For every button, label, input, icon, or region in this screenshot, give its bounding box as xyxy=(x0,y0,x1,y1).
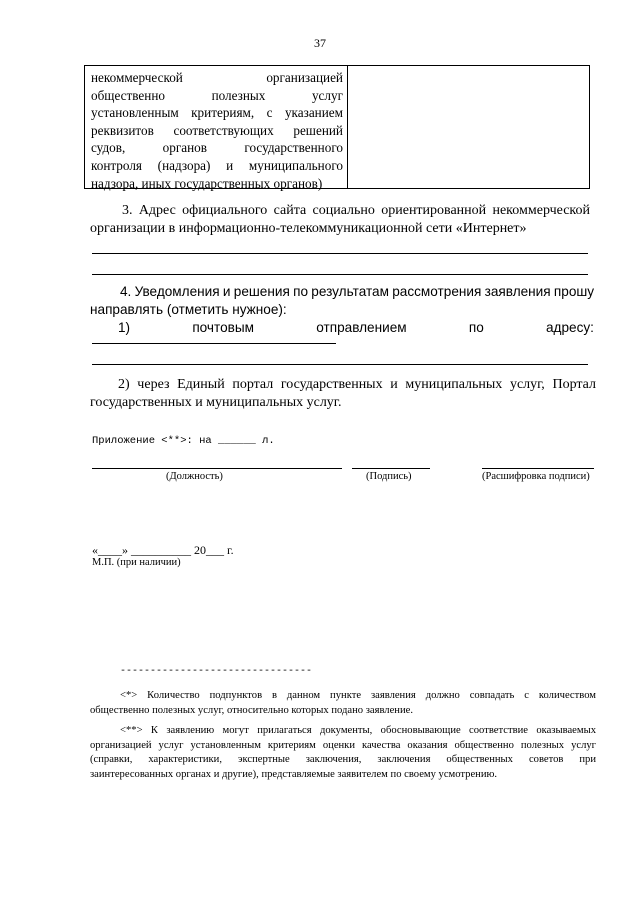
attachment-line: Приложение <**>: на ______ л. xyxy=(92,435,275,447)
option-1-word: почтовым xyxy=(192,320,254,335)
table-line: реквизитов соответствующих решений xyxy=(91,122,343,138)
page-number: 37 xyxy=(314,36,326,50)
decode-field-line[interactable] xyxy=(482,468,594,469)
position-label: (Должность) xyxy=(166,471,223,482)
option-1-word: адресу: xyxy=(545,320,594,335)
decode-label: (Расшифровка подписи) xyxy=(482,471,590,482)
section-4-line-1: 4. Уведомления и решения по результатам рассмотрения заявления прошу xyxy=(120,284,595,299)
section-3-line-2: организации в информационно-телекоммуникационной сети «Интернет» xyxy=(90,221,527,236)
footnote-2 xyxy=(90,724,596,782)
table-left-cell xyxy=(91,69,343,192)
footnote-2-line-3: (справки, характеристики, экспертные заключения, заключения общественных советов при xyxy=(90,754,596,765)
postal-address-line-1[interactable] xyxy=(92,343,336,344)
date-line: «____» __________ 20___ г. xyxy=(92,543,234,557)
section-4-text xyxy=(90,283,595,319)
footnote-2-line-2: организацией услуг установленным критериям оценки качества оказания общественно полезных услуг xyxy=(90,739,596,751)
criteria-table xyxy=(84,65,590,189)
option-2-line-2: государственных и муниципальных услуг. xyxy=(90,395,342,410)
footnote-2-line-1: <**> К заявлению могут прилагаться документы, обосновывающие соответствие оказываемых xyxy=(120,725,596,736)
table-line: общественно полезных услуг xyxy=(91,87,343,103)
table-line: некоммерческой организацией xyxy=(91,70,343,85)
section-3-line-1: 3. Адрес официального сайта социально ориентированной некоммерческой xyxy=(122,203,590,218)
option-1-word: отправлением xyxy=(316,320,407,335)
table-line: надзора, иных государственных органов) xyxy=(91,175,323,191)
option-2-text xyxy=(90,376,596,412)
seal-label: М.П. (при наличии) xyxy=(92,557,181,568)
signature-field-line[interactable] xyxy=(352,468,430,469)
table-line: судов, органов государственного xyxy=(91,140,343,156)
section-4-line-2: направлять (отметить нужное): xyxy=(90,302,287,317)
footnote-1-line-2: общественно полезных услуг, относительно которых подано заявление. xyxy=(90,704,413,716)
table-line: контроля (надзора) и муниципального xyxy=(91,157,343,173)
option-1-word: по xyxy=(468,320,484,335)
postal-address-line-2[interactable] xyxy=(92,364,588,365)
footnote-1 xyxy=(90,689,596,718)
footnote-separator: -------------------------------- xyxy=(120,666,313,677)
signature-label: (Подпись) xyxy=(366,471,412,482)
website-field-line-1[interactable] xyxy=(92,253,588,254)
option-1-number: 1) xyxy=(118,320,131,335)
footnote-1-line-1: <*> Количество подпунктов в данном пункте заявления должно совпадать с количеством xyxy=(120,690,596,701)
table-column-divider xyxy=(347,66,348,188)
position-field-line[interactable] xyxy=(92,468,342,469)
website-field-line-2[interactable] xyxy=(92,274,588,275)
footnote-2-line-4: заинтересованных органах и другие), представляемые заявителем по своему усмотрению. xyxy=(90,768,498,780)
section-3-text xyxy=(90,202,590,238)
table-line: установленным критериям, с указанием xyxy=(91,105,343,121)
option-2-line-1: 2) через Единый портал государственных и муниципальных услуг, Портал xyxy=(118,377,596,392)
option-1-row xyxy=(118,320,594,335)
